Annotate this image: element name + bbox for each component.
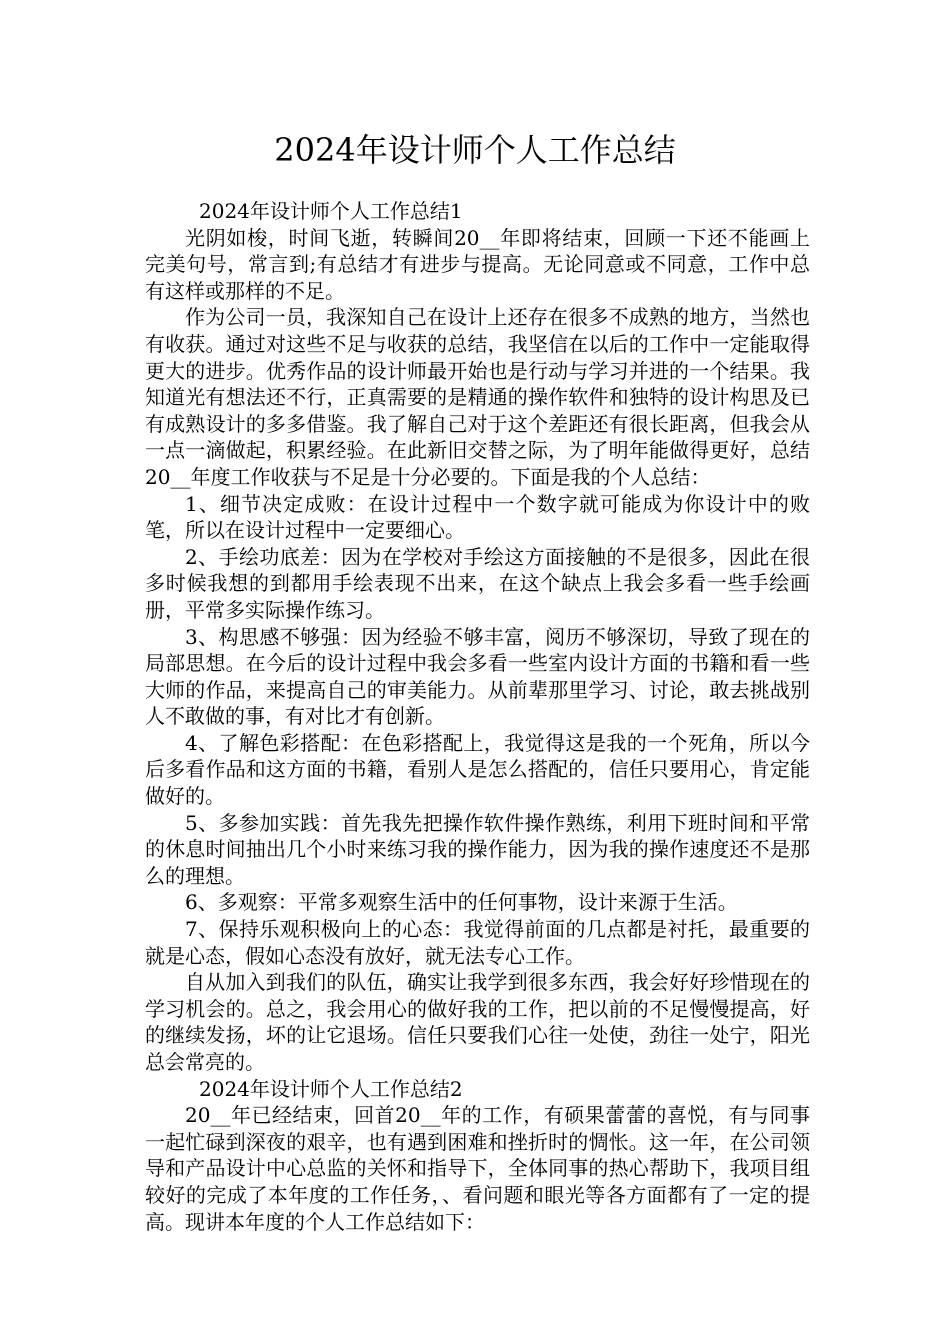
document-body — [145, 198, 810, 1235]
list-paragraph: 2、手绘功底差：因为在学校对手绘这方面接触的不是很多，因此在很多时候我想的到都用手绘表现不出来，在这个缺点上我会多看一些手绘画册，平常多实际操作练习。 — [145, 544, 810, 622]
list-paragraph: 6、多观察：平常多观察生活中的任何事物，设计来源于生活。 — [185, 890, 738, 915]
list-paragraph: 5、多参加实践：首先我先把操作软件操作熟练，利用下班时间和平常的休息时间抽出几个小时来练习我的操作能力，因为我的操作速度还不是那么的理想。 — [145, 810, 810, 888]
paragraph: 作为公司一员，我深知自己在设计上还存在很多不成熟的地方，当然也有收获。通过对这些不足与收获的总结，我坚信在以后的工作中一定能取得更大的进步。优秀作品的设计师最开始也是行动与学习并进的一个结果。我知道光有想法还不行，正真需要的是精通的操作软件和独特的设计构思及已有成熟设计的多多借鉴。我了解自己对于这个差距还有很长距离，但我会从一点一滴做起，积累经验。在此新旧交替之际，为了明年能做得更好，总结20__年度工作收获与不足是十分必要的。下面是我的个人总结： — [145, 305, 810, 489]
list-paragraph: 1、细节决定成败：在设计过程中一个数字就可能成为你设计中的败笔，所以在设计过程中一定要细心。 — [145, 491, 810, 543]
paragraph: 光阴如梭，时间飞逝，转瞬间20__年即将结束，回顾一下还不能画上完美句号，常言到;有总结才有进步与提高。无论同意或不同意，工作中总有这样或那样的不足。 — [145, 225, 810, 303]
section-heading: 2024年设计师个人工作总结2 — [199, 1076, 463, 1101]
list-paragraph: 7、保持乐观积极向上的心态：我觉得前面的几点都是衬托，最重要的就是心态，假如心态没有放好，就无法专心工作。 — [145, 917, 810, 968]
paragraph: 自从加入到我们的队伍，确实让我学到很多东西，我会好好珍惜现在的学习机会的。总之，我会用心的做好我的工作，把以前的不足慢慢提高，好的继续发扬，坏的让它退场。信任只要我们心往一处使，劲往一处宁，阳光总会常亮的。 — [145, 970, 810, 1074]
list-paragraph: 3、构思感不够强：因为经验不够丰富，阅历不够深切，导致了现在的局部思想。在今后的设计过程中我会多看一些室内设计方面的书籍和看一些大师的作品，来提高自己的审美能力。从前辈那里学习、讨论，敢去挑战别人不敢做的事，有对比才有创新。 — [145, 624, 810, 729]
list-paragraph: 4、了解色彩搭配：在色彩搭配上，我觉得这是我的一个死角，所以今后多看作品和这方面的书籍，看别人是怎么搭配的，信任只要用心，肯定能做好的。 — [145, 730, 810, 809]
paragraph: 20__年已经结束，回首20__年的工作，有硕果蕾蕾的喜悦，有与同事一起忙碌到深夜的艰辛，也有遇到困难和挫折时的惆怅。这一年，在公司领导和产品设计中心总监的关怀和指导下，全体同事的热心帮助下，我项目组较好的完成了本年度的工作任务，、看问题和眼光等各方面都有了一定的提高。现讲本年度的个人工作总结如下： — [145, 1103, 810, 1234]
document-title: 2024年设计师个人工作总结 — [274, 131, 676, 169]
section-heading: 2024年设计师个人工作总结1 — [199, 199, 463, 223]
